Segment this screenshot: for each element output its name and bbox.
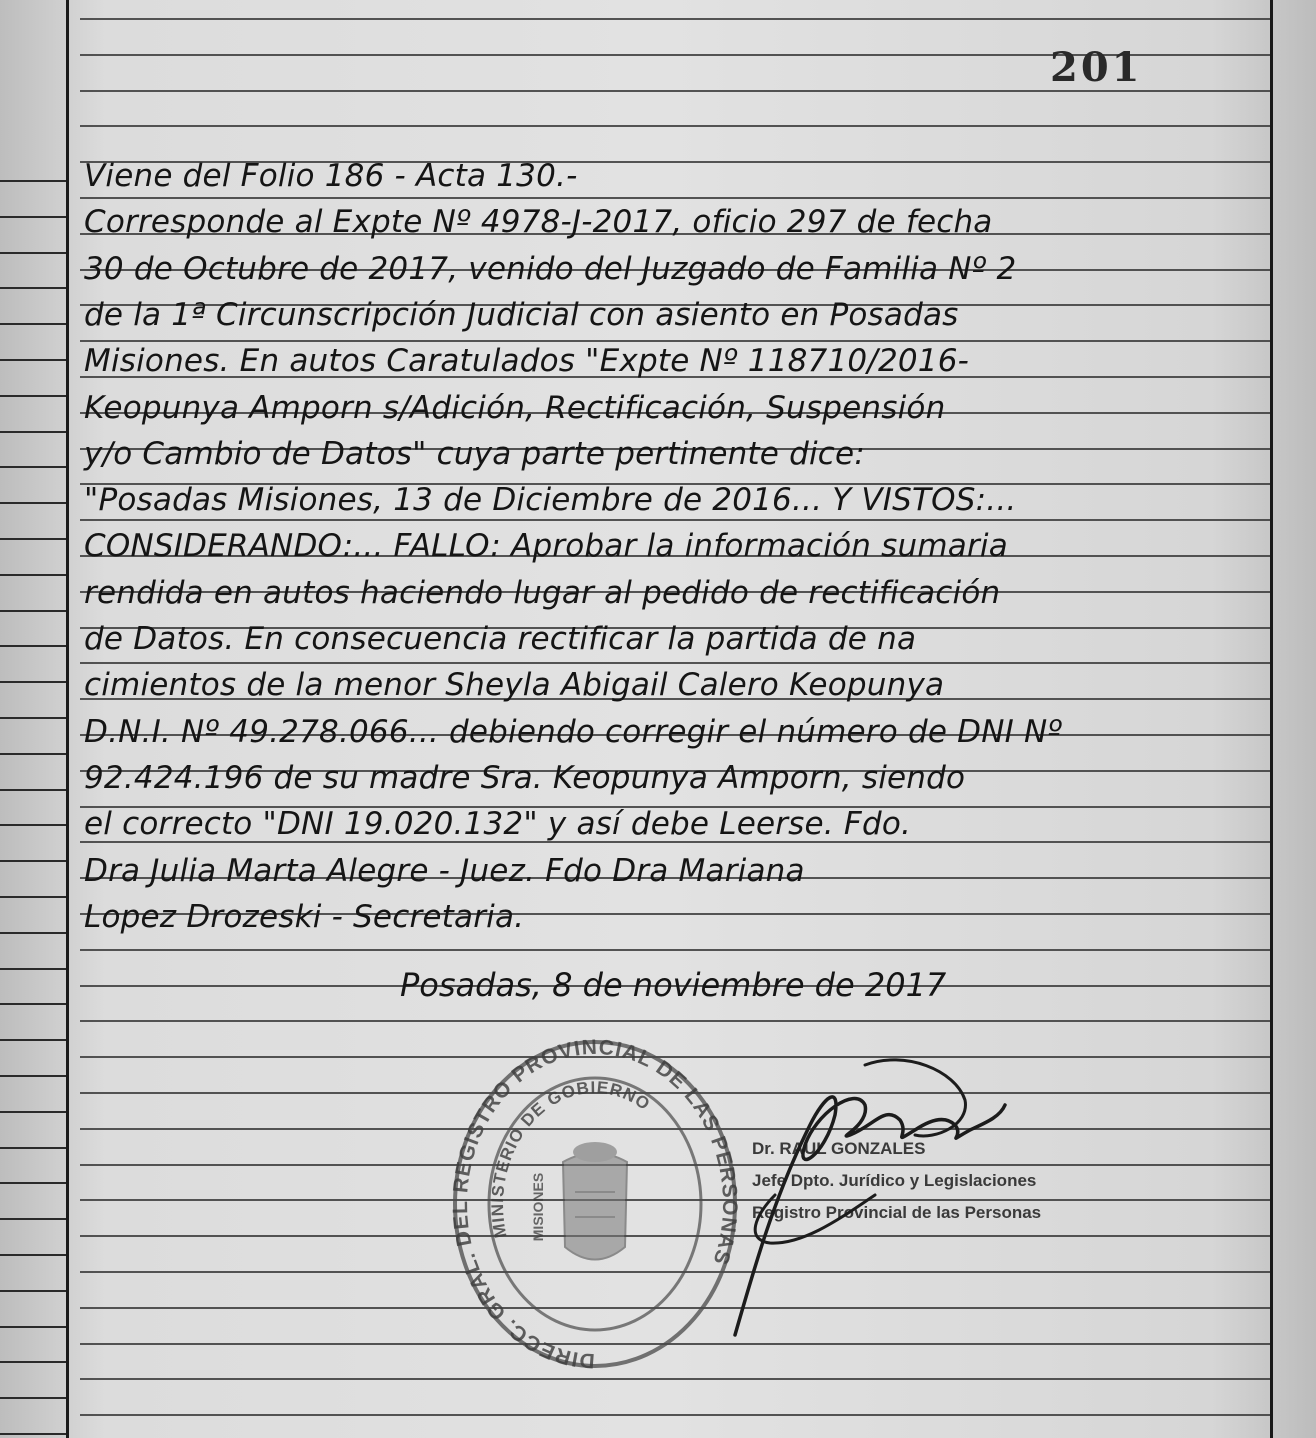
- text-line: 92.424.196 de su madre Sra. Keopunya Amporn, siendo: [84, 759, 966, 796]
- text-line: el correcto "DNI 19.020.132" y así debe Leerse. Fdo.: [84, 806, 912, 843]
- ruled-line: [80, 197, 1270, 199]
- text-line: CONSIDERANDO:... FALLO: Aprobar la información sumaria: [84, 528, 1008, 565]
- text-line: cimientos de la menor Sheyla Abigail Calero Keopunya: [84, 667, 945, 704]
- margin-tick: [0, 681, 66, 683]
- text-line: 30 de Octubre de 2017, venido del Juzgado de Familia Nº 2: [84, 250, 1017, 287]
- margin-tick: [0, 1003, 66, 1005]
- seal-outer-text: DIRECC. GRAL. DEL REGISTRO PROVINCIAL DE LAS PERSONAS: [448, 1035, 742, 1373]
- signer-title: Jefe Dpto. Jurídico y Legislaciones: [752, 1171, 1037, 1190]
- text-line: Misiones. En autos Caratulados "Expte Nº 118710/2016-: [84, 343, 970, 380]
- right-margin-rule: [1270, 0, 1273, 1438]
- margin-tick: [0, 180, 66, 182]
- margin-tick: [0, 359, 66, 361]
- place-date: Posadas, 8 de noviembre de 2017: [400, 966, 947, 1004]
- margin-tick: [0, 1075, 66, 1077]
- margin-tick: [0, 1290, 66, 1292]
- margin-tick: [0, 216, 66, 218]
- handwritten-signature: [715, 1045, 1035, 1345]
- ruled-line: [80, 1378, 1270, 1380]
- margin-tick: [0, 1111, 66, 1113]
- seal-inner-text: MINISTERIO DE GOBIERNO: [487, 1077, 654, 1240]
- text-line: de Datos. En consecuencia rectificar la partida de na: [84, 621, 917, 657]
- margin-tick: [0, 1361, 66, 1363]
- margin-tick: [0, 538, 66, 540]
- margin-tick: [0, 1433, 66, 1435]
- margin-tick: [0, 1182, 66, 1184]
- margin-tick: [0, 287, 66, 289]
- margin-tick: [0, 645, 66, 647]
- margin-tick: [0, 1254, 66, 1256]
- text-line: D.N.I. Nº 49.278.066... debiendo corregir el número de DNI Nº: [84, 713, 1063, 750]
- text-line: Viene del Folio 186 - Acta 130.-: [84, 158, 578, 194]
- left-margin-rule: [66, 0, 69, 1438]
- text-line: de la 1ª Circunscripción Judicial con asiento en Posadas: [84, 296, 959, 333]
- margin-tick: [0, 395, 66, 397]
- text-line: Corresponde al Expte Nº 4978-J-2017, oficio 297 de fecha: [84, 204, 993, 241]
- margin-tick: [0, 574, 66, 576]
- ruled-line: [80, 949, 1270, 951]
- official-seal-stamp: [445, 1032, 745, 1377]
- margin-tick: [0, 1147, 66, 1149]
- ruled-line: [80, 340, 1270, 342]
- margin-tick: [0, 789, 66, 791]
- margin-tick: [0, 1397, 66, 1399]
- ruled-line: [80, 519, 1270, 521]
- margin-tick: [0, 753, 66, 755]
- folio-number: 201: [1050, 44, 1143, 91]
- signer-organization: Registro Provincial de las Personas: [752, 1203, 1042, 1222]
- margin-tick: [0, 466, 66, 468]
- text-line: Lopez Drozeski - Secretaria.: [84, 898, 525, 935]
- margin-tick: [0, 717, 66, 719]
- margin-tick: [0, 1039, 66, 1041]
- margin-tick: [0, 610, 66, 612]
- margin-tick: [0, 1326, 66, 1328]
- text-line: y/o Cambio de Datos" cuya parte pertinente dice:: [84, 435, 865, 472]
- ruled-line: [80, 662, 1270, 664]
- ruled-line: [80, 18, 1270, 20]
- seal-center-text: MISIONES: [530, 1172, 546, 1242]
- text-line: rendida en autos haciendo lugar al pedido de rectificación: [84, 574, 1001, 611]
- text-line: Keopunya Amporn s/Adición, Rectificación, Suspensión: [84, 389, 946, 426]
- margin-tick: [0, 252, 66, 254]
- margin-tick: [0, 1218, 66, 1220]
- margin-tick: [0, 896, 66, 898]
- margin-tick: [0, 860, 66, 862]
- ruled-line: [80, 1414, 1270, 1416]
- text-line: "Posadas Misiones, 13 de Diciembre de 2016... Y VISTOS:...: [84, 482, 1017, 519]
- margin-tick: [0, 824, 66, 826]
- ruled-line: [80, 1020, 1270, 1022]
- margin-tick: [0, 968, 66, 970]
- margin-tick: [0, 323, 66, 325]
- margin-tick: [0, 932, 66, 934]
- signer-name: Dr. RAUL GONZALES: [752, 1139, 926, 1158]
- ruled-line: [80, 125, 1270, 127]
- text-line: Dra Julia Marta Alegre - Juez. Fdo Dra Mariana: [84, 852, 805, 889]
- coat-of-arms-icon: [563, 1142, 627, 1260]
- margin-tick: [0, 431, 66, 433]
- margin-tick: [0, 502, 66, 504]
